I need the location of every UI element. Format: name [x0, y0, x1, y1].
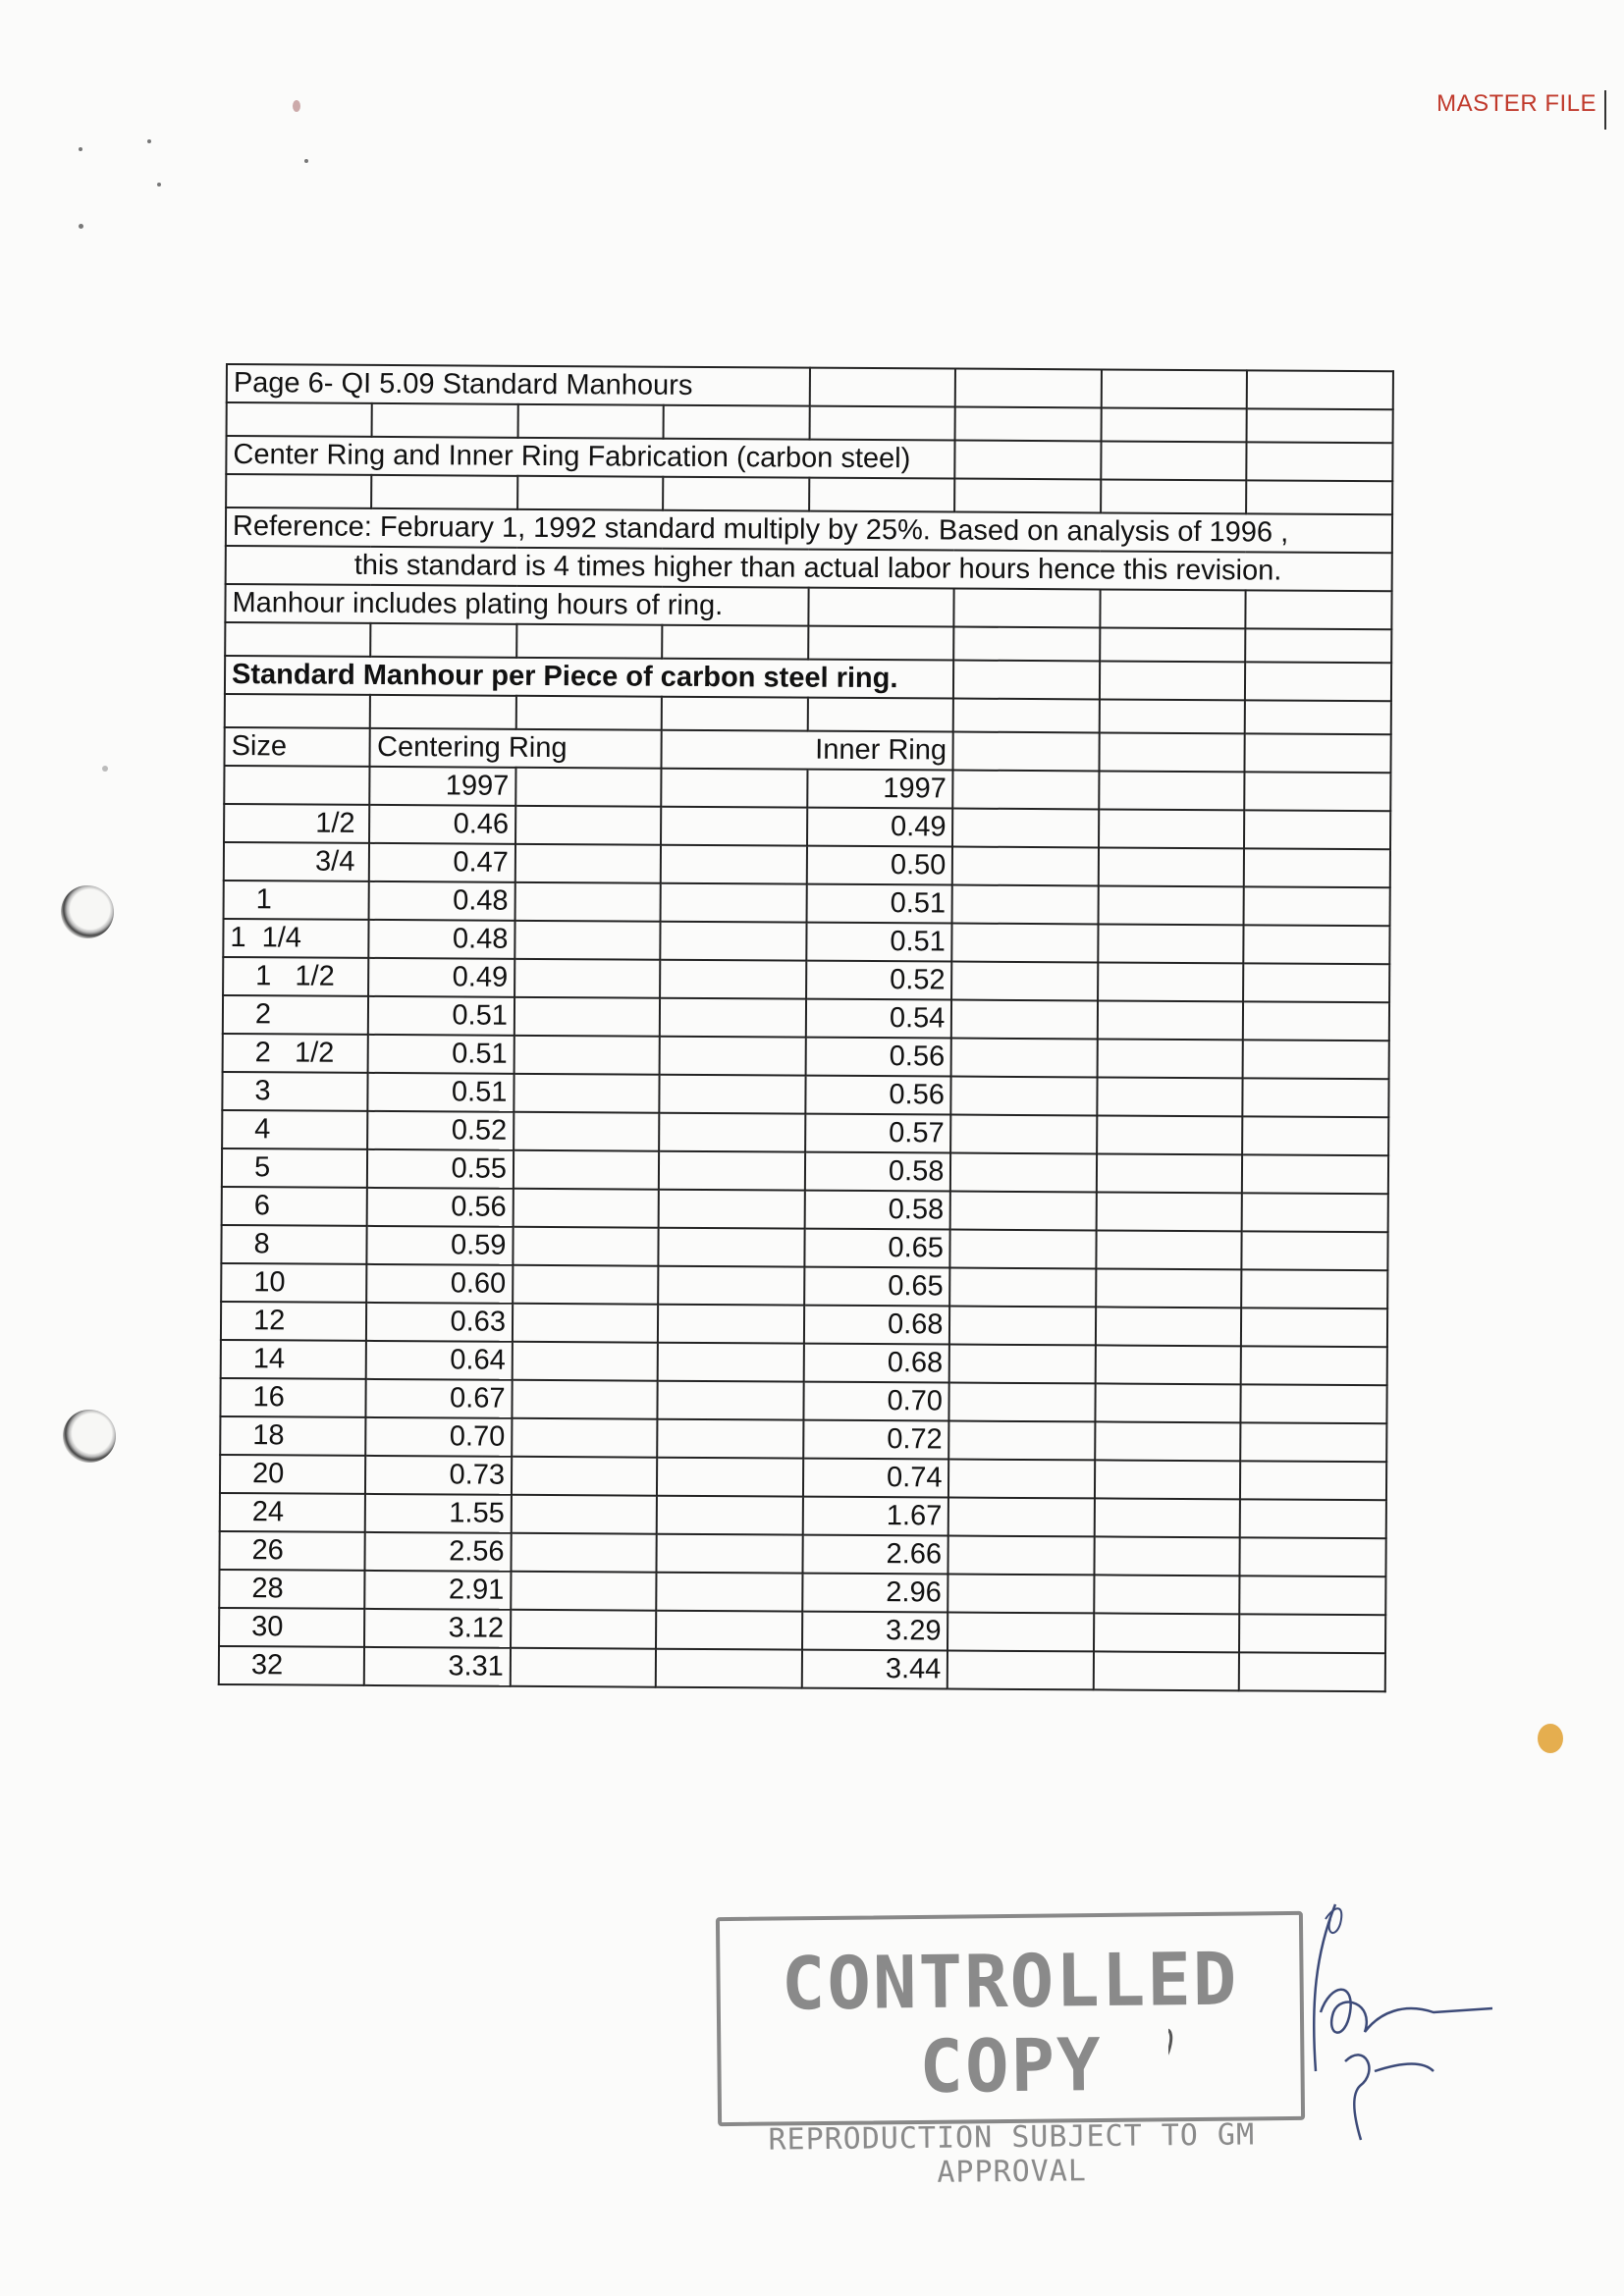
- centering-value: 0.48: [369, 881, 515, 921]
- inner-value: 0.72: [803, 1420, 949, 1460]
- centering-value: 0.47: [369, 843, 515, 882]
- size-cell: 24: [220, 1493, 366, 1532]
- inner-value: 0.51: [806, 884, 952, 924]
- centering-value: 0.59: [367, 1226, 514, 1265]
- centering-value: 3.31: [364, 1647, 511, 1686]
- column-header-inner-ring: Inner Ring: [807, 731, 953, 771]
- inner-value: 0.65: [804, 1267, 950, 1307]
- inner-value: 3.29: [802, 1612, 948, 1651]
- inner-value: 0.68: [804, 1306, 950, 1345]
- size-cell: 1 1/2: [223, 957, 369, 996]
- size-cell: 10: [221, 1263, 367, 1303]
- master-file-label: MASTER FILE: [1436, 90, 1606, 130]
- section-heading: Standard Manhour per Piece of carbon steel ring.: [225, 656, 954, 699]
- centering-value: 0.73: [365, 1456, 512, 1495]
- centering-value: 0.67: [366, 1379, 513, 1418]
- size-cell: 28: [219, 1570, 365, 1609]
- centering-value: 0.56: [367, 1188, 514, 1227]
- inner-value: 0.74: [803, 1459, 949, 1498]
- scan-speck: [293, 100, 300, 112]
- column-header-centering-ring: Centering Ring: [370, 728, 662, 769]
- size-cell: 32: [219, 1646, 365, 1685]
- reference-line-2: this standard is 4 times higher than actual labor hours hence this revision.: [226, 546, 1392, 591]
- inner-value: 0.56: [806, 1038, 952, 1077]
- inner-value: 0.54: [806, 999, 952, 1039]
- punch-hole-bottom: [63, 1410, 116, 1463]
- centering-value: 2.91: [365, 1571, 512, 1610]
- centering-value: 0.60: [367, 1264, 514, 1304]
- inner-value: 0.50: [807, 846, 953, 885]
- inner-value: 3.44: [802, 1650, 948, 1689]
- inner-value: 0.58: [805, 1191, 951, 1230]
- centering-value: 0.55: [367, 1149, 514, 1189]
- size-cell: 30: [219, 1608, 365, 1647]
- centering-value: 0.49: [369, 958, 515, 997]
- size-cell: 12: [221, 1302, 367, 1341]
- centering-value: 0.51: [368, 1035, 514, 1074]
- centering-value: 0.48: [369, 920, 515, 959]
- inner-value: 0.70: [803, 1382, 949, 1421]
- size-cell: 5: [222, 1148, 368, 1188]
- inner-value: 0.65: [804, 1229, 950, 1268]
- size-cell: 1 1/4: [223, 919, 369, 958]
- size-cell: 26: [219, 1531, 365, 1571]
- column-header-size: Size: [224, 727, 370, 767]
- scan-speck: [102, 766, 108, 772]
- stamp-title: CONTROLLED COPY: [781, 1937, 1239, 2109]
- centering-value: 0.51: [368, 1073, 514, 1112]
- plating-note: Manhour includes plating hours of ring.: [225, 584, 808, 626]
- size-cell: 6: [222, 1187, 368, 1226]
- year-centering: 1997: [370, 767, 516, 806]
- size-cell: 20: [220, 1455, 366, 1494]
- centering-value: 0.70: [366, 1417, 513, 1457]
- standard-manhours-table: [218, 363, 1394, 1692]
- size-cell: 3/4: [224, 842, 370, 881]
- size-cell: 2 1/2: [223, 1034, 369, 1073]
- punch-hole-top: [61, 885, 114, 938]
- centering-value: 3.12: [364, 1609, 511, 1648]
- scan-speck: [304, 159, 308, 163]
- size-cell: 8: [221, 1225, 367, 1264]
- stain-mark: [1538, 1724, 1563, 1753]
- inner-value: 0.49: [807, 808, 953, 847]
- sheet-title: Page 6- QI 5.09 Standard Manhours: [227, 364, 810, 406]
- inner-value: 2.66: [802, 1535, 948, 1575]
- inner-value: 0.58: [805, 1152, 951, 1192]
- size-cell: 1: [224, 881, 370, 920]
- centering-value: 0.63: [366, 1303, 513, 1342]
- size-cell: 3: [222, 1072, 368, 1111]
- inner-value: 1.67: [803, 1497, 949, 1536]
- centering-value: 0.51: [368, 996, 514, 1036]
- centering-value: 0.64: [366, 1341, 513, 1380]
- centering-value: 2.56: [365, 1532, 512, 1572]
- inner-value: 0.57: [805, 1114, 951, 1153]
- scan-speck: [147, 139, 151, 143]
- scan-speck: [157, 183, 161, 187]
- reference-line-1: Reference: February 1, 1992 standard multiply by 25%. Based on analysis of 1996 ,: [226, 507, 1392, 553]
- size-cell: 2: [223, 995, 369, 1035]
- size-cell: 4: [222, 1110, 368, 1149]
- centering-value: 1.55: [365, 1494, 512, 1533]
- size-cell: 18: [220, 1416, 366, 1456]
- inner-value: 0.56: [805, 1076, 951, 1115]
- centering-value: 0.52: [368, 1111, 514, 1150]
- table-row: [219, 1646, 1385, 1691]
- size-cell: 16: [220, 1378, 366, 1417]
- inner-value: 0.51: [806, 923, 952, 962]
- scan-speck: [79, 147, 82, 151]
- inner-value: 0.68: [804, 1344, 950, 1383]
- manhour-rows: [219, 804, 1390, 1691]
- stamp-subtitle: REPRODUCTION SUBJECT TO GM APPROVAL: [768, 2117, 1256, 2190]
- inner-value: 0.52: [806, 961, 952, 1000]
- scan-speck: [79, 224, 83, 229]
- size-cell: 14: [221, 1340, 367, 1379]
- size-cell: 1/2: [224, 804, 370, 843]
- inner-value: 2.96: [802, 1574, 948, 1613]
- handwritten-signature: [1168, 1865, 1542, 2160]
- year-inner: 1997: [807, 770, 953, 809]
- sheet-subtitle: Center Ring and Inner Ring Fabrication (carbon steel): [226, 436, 955, 479]
- centering-value: 0.46: [370, 805, 516, 844]
